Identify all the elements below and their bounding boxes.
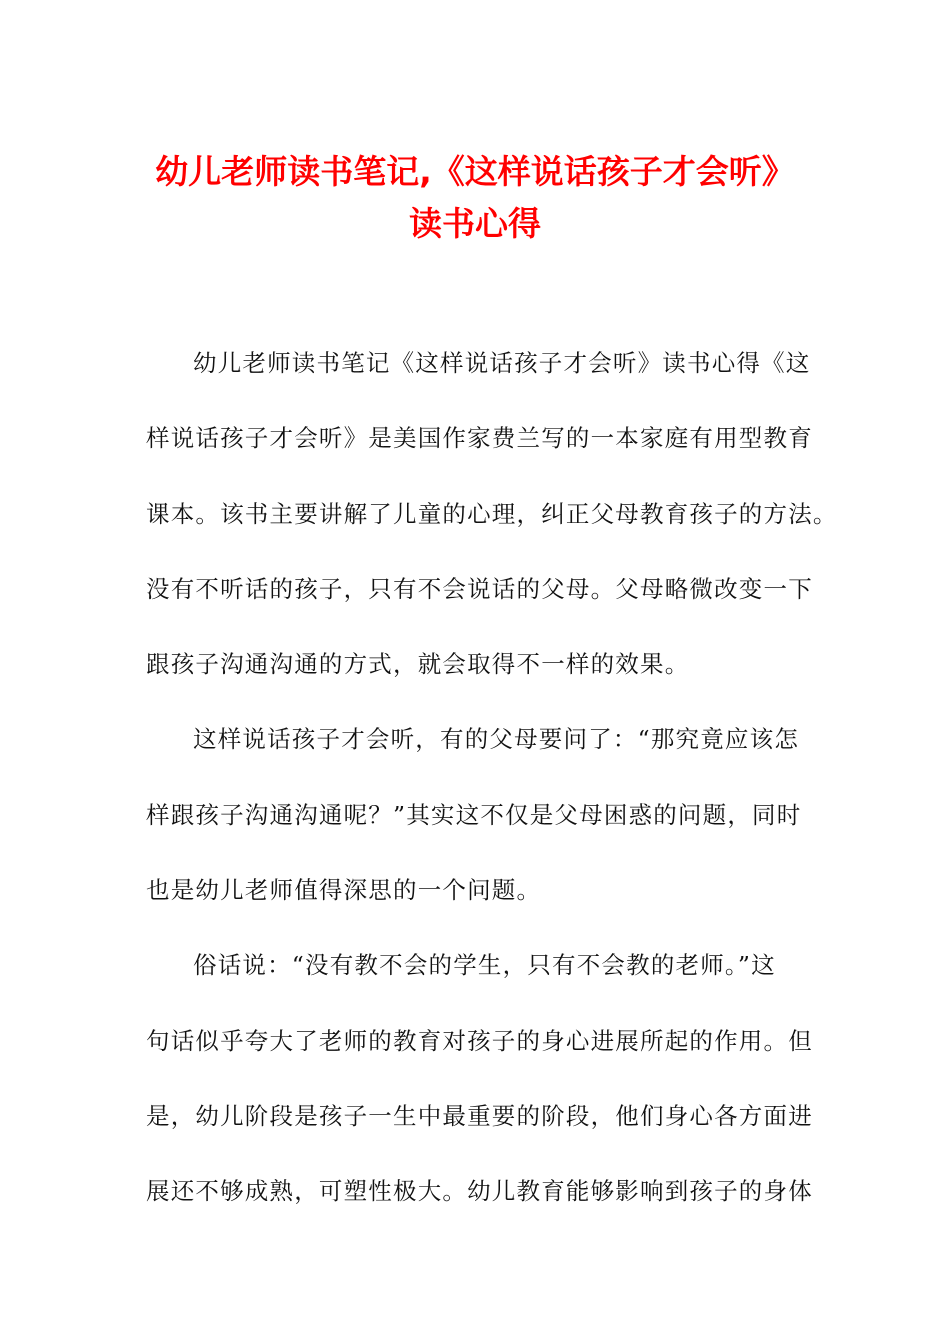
document-body <box>146 326 838 1230</box>
document-title <box>120 146 830 250</box>
paragraph <box>146 702 806 928</box>
paragraph <box>146 326 838 702</box>
paragraph-line: 没有不听话的孩子，只有不会说话的父母。父母略微改变一下 <box>146 574 813 603</box>
paragraph-line: 幼儿老师读书笔记《这样说话孩子才会听》读书心得《这 <box>193 349 811 377</box>
paragraph-line: 俗话说：“没有教不会的学生，只有不会教的老师。”这 <box>193 951 776 980</box>
paragraph-line: 这样说话孩子才会听，有的父母要问了：“那究竟应该怎 <box>193 725 800 754</box>
paragraph-line: 跟孩子沟通沟通的方式，就会取得不一样的效果。 <box>146 650 690 679</box>
paragraph-line: 是，幼儿阶段是孩子一生中最重要的阶段，他们身心各方面进 <box>146 1101 813 1130</box>
paragraph-line: 展还不够成熟，可塑性极大。幼儿教育能够影响到孩子的身体 <box>146 1177 813 1206</box>
title-line: 读书心得 <box>409 204 541 243</box>
title-line: 幼儿老师读书笔记,《这样说话孩子才会听》 <box>155 152 795 191</box>
paragraph-line: 也是幼儿老师值得深思的一个问题。 <box>146 876 542 905</box>
paragraph-line: 课本。该书主要讲解了儿童的心理，纠正父母教育孩子的方法。 <box>146 499 838 528</box>
paragraph <box>146 928 813 1229</box>
paragraph-line: 样说话孩子才会听》是美国作家费兰写的一本家庭有用型教育 <box>146 424 813 453</box>
paragraph-line: 样跟孩子沟通沟通呢？”其实这不仅是父母困惑的问题，同时 <box>146 800 802 829</box>
paragraph-line: 句话似乎夸大了老师的教育对孩子的身心进展所起的作用。但 <box>146 1026 813 1055</box>
